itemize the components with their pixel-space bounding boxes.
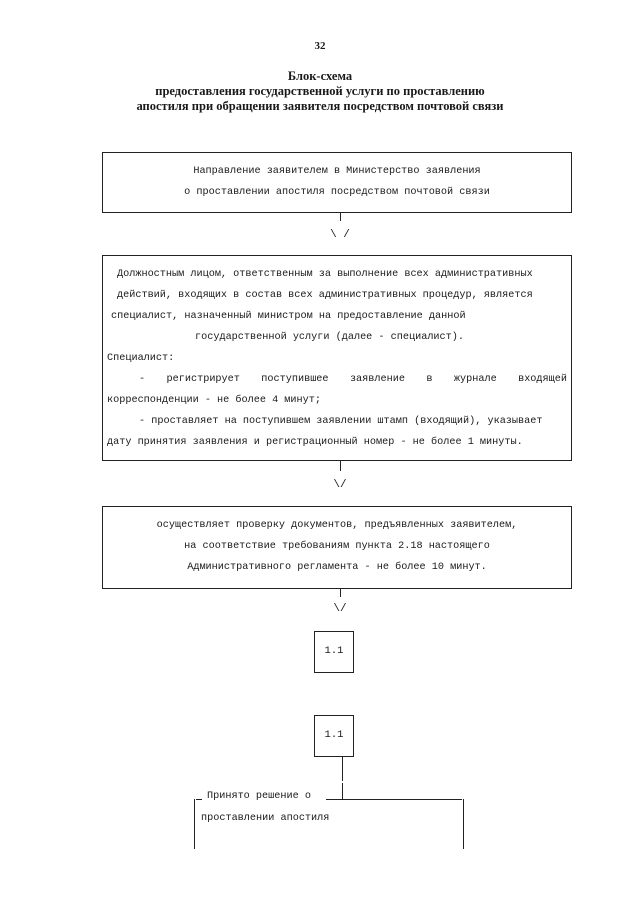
box2-line-4: государственной услуги (далее - специалист).	[195, 332, 464, 343]
connector-line	[342, 757, 343, 781]
connector-line	[340, 213, 341, 221]
box2-line-8: - проставляет на поступившем заявлении штамп (входящий), указывает	[139, 416, 543, 427]
step-box-registration	[102, 255, 572, 461]
connector-label: 1.1	[324, 729, 344, 741]
box1-line-2: о проставлении апостиля посредством почтовой связи	[184, 187, 490, 198]
arrow-down-icon: \/	[333, 479, 347, 491]
arrow-down-icon: \ /	[330, 229, 350, 241]
box2-line-5: Специалист:	[107, 353, 175, 364]
box2-line-6: - регистрирует поступившее заявление в журнале входящей	[139, 374, 567, 385]
title-line-1: Блок-схема	[287, 69, 353, 83]
box2-line-1: Должностным лицом, ответственным за выполнение всех административных	[117, 269, 533, 280]
box3-line-2: на соответствие требованиям пункта 2.18 настоящего	[184, 541, 490, 552]
decision-box-left	[194, 799, 195, 849]
box2-line-7: корреспонденции - не более 4 минут;	[107, 395, 321, 406]
decision-line-2: проставлении апостиля	[201, 813, 330, 824]
page-connector-in	[314, 715, 354, 757]
page-connector-out	[314, 631, 354, 673]
step-box-application	[102, 152, 572, 213]
decision-box-right	[463, 799, 464, 849]
box3-line-3: Административного регламента - не более 10 минут.	[187, 562, 487, 573]
connector-line	[340, 589, 341, 597]
box2-line-9: дату принятия заявления и регистрационный номер - не более 1 минуты.	[107, 437, 523, 448]
title-line-2: предоставления государственной услуги по проставлению	[155, 84, 485, 98]
flowchart-title	[0, 69, 640, 114]
page-number: 32	[314, 40, 326, 52]
box2-line-3: специалист, назначенный министром на предоставление данной	[111, 311, 466, 322]
box2-line-2: действий, входящих в состав всех административных процедур, является	[117, 290, 533, 301]
connector-line	[342, 783, 343, 799]
step-box-document-check	[102, 506, 572, 589]
decision-line-1: Принято решение о	[207, 791, 311, 802]
arrow-down-icon: \/	[333, 603, 347, 615]
connector-label: 1.1	[324, 645, 344, 657]
decision-box-top-left	[196, 799, 202, 800]
box3-line-1: осуществляет проверку документов, предъявленных заявителем,	[156, 520, 518, 531]
title-line-3: апостиля при обращении заявителя посредством почтовой связи	[136, 99, 504, 113]
decision-box-top-right	[326, 799, 462, 800]
box1-line-1: Направление заявителем в Министерство заявления	[193, 166, 481, 177]
connector-line	[340, 461, 341, 471]
